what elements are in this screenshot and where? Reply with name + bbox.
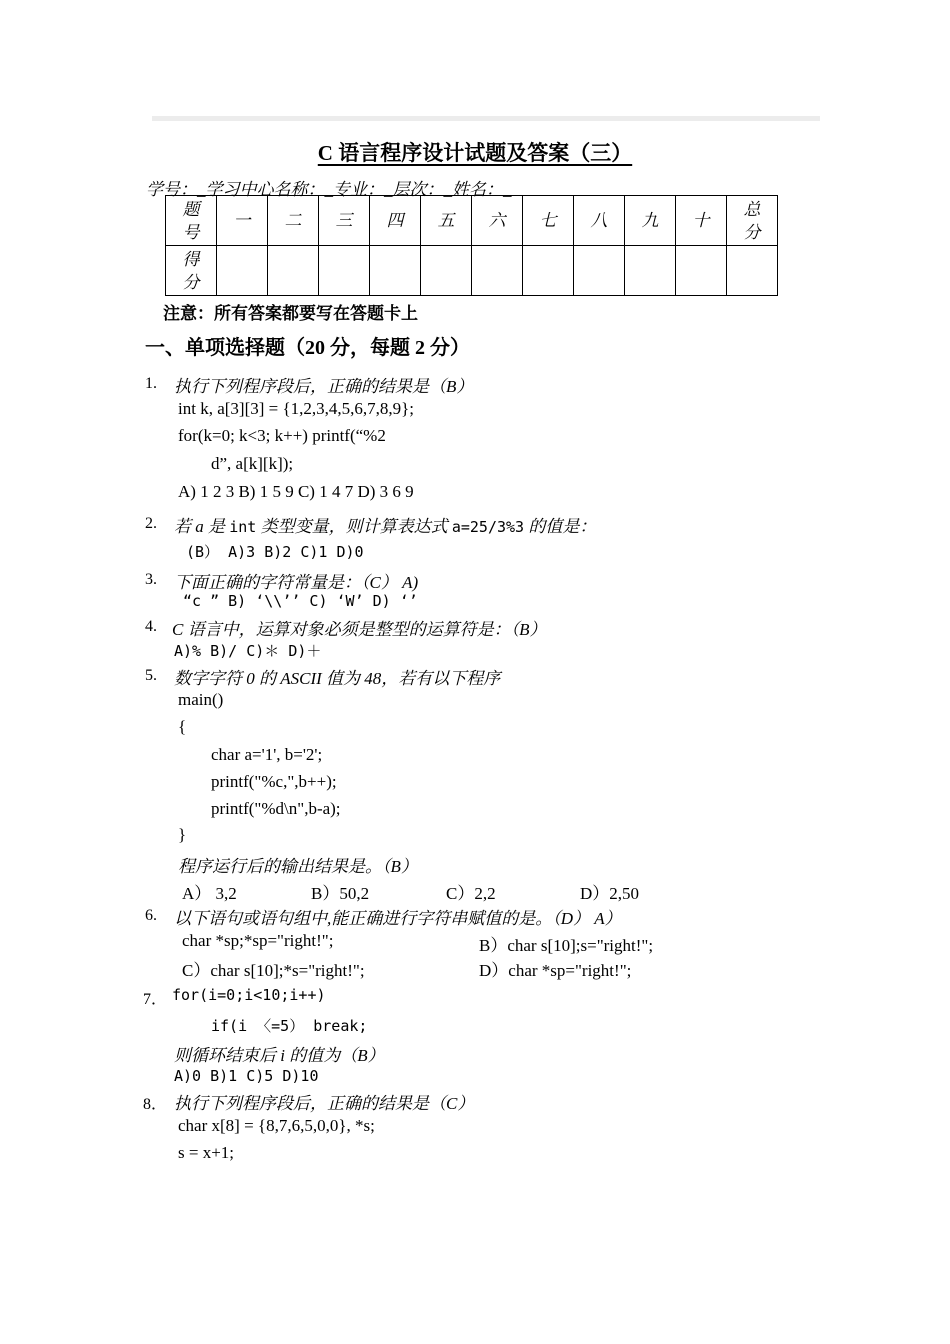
question-number: 6.: [145, 907, 157, 924]
score-table-header-row: [166, 196, 778, 246]
question-stem: C 语言中，运算对象必须是整型的运算符是：（B）: [172, 620, 547, 639]
question-number: 1.: [145, 375, 157, 392]
code-line: if(i 〈=5） break;: [211, 1017, 368, 1035]
code-line: printf("%c,",b++);: [211, 772, 337, 791]
page-title: C 语言程序设计试题及答案（三）: [317, 141, 633, 165]
question-number: 3.: [145, 571, 157, 588]
answer-options: (B） A)3 B)2 C)1 D)0: [186, 543, 364, 561]
code-line: printf("%d\n",b-a);: [211, 799, 341, 818]
score-header-cell: 七: [523, 196, 574, 246]
answer-options: A) 1 2 3 B) 1 5 9 C) 1 4 7 D) 3 6 9: [178, 482, 414, 501]
answer-option-d: D）2,50: [580, 884, 640, 903]
code-line: d”, a[k][k]);: [211, 454, 294, 473]
question-number: 5.: [145, 667, 157, 684]
question-stem: 执行下列程序段后，正确的结果是（B）: [174, 377, 474, 396]
section-heading-1: 一、单项选择题（20 分，每题 2 分）: [145, 337, 470, 359]
page-top-rule: [152, 116, 820, 121]
score-header-cell: 二: [268, 196, 319, 246]
student-info-line: 学号：_学习中心名称：_专业：_层次：_姓名：_: [146, 180, 512, 199]
score-header-cell: 三: [319, 196, 370, 246]
question-stem: 下面正确的字符常量是：（C） A): [174, 573, 419, 592]
score-cell[interactable]: [319, 246, 370, 296]
question-stem: 若 a 是 int 类型变量，则计算表达式 a=25/3%3 的值是：: [174, 517, 597, 536]
question-number: 2.: [145, 515, 157, 532]
answer-options: A)0 B)1 C)5 D)10: [174, 1067, 319, 1085]
code-line: s = x+1;: [178, 1143, 235, 1162]
answer-option-c: C）2,2: [446, 884, 496, 903]
score-cell-total[interactable]: [727, 246, 778, 296]
code-line: for(k=0; k<3; k++) printf(“%2: [178, 426, 386, 445]
score-cell[interactable]: [472, 246, 523, 296]
code-line: main(): [178, 690, 224, 709]
answer-option-d: D）char *sp="right!";: [479, 961, 632, 980]
score-header-cell: 九: [625, 196, 676, 246]
score-header-cell: 四: [370, 196, 421, 246]
score-header-label: 题 号: [166, 196, 217, 246]
score-cell[interactable]: [268, 246, 319, 296]
answer-option-a: A） 3,2: [182, 884, 237, 903]
answer-options: A)% B)/ C)＊ D)＋: [174, 642, 322, 660]
question-result-text: 程序运行后的输出结果是。（B）: [178, 857, 418, 876]
answer-option-a: char *sp;*sp="right!";: [182, 931, 334, 950]
answer-option-c: C）char s[10];*s="right!";: [182, 961, 365, 980]
code-line: int k, a[3][3] = {1,2,3,4,5,6,7,8,9};: [178, 399, 415, 418]
question-stem: 数字字符 0 的 ASCII 值为 48，若有以下程序: [174, 669, 501, 688]
question-number: 7．: [143, 991, 168, 1008]
score-cell[interactable]: [523, 246, 574, 296]
code-line: char a='1', b='2';: [211, 745, 323, 764]
answer-option-b: B）char s[10];s="right!";: [479, 936, 654, 955]
score-header-cell: 六: [472, 196, 523, 246]
score-cell[interactable]: [421, 246, 472, 296]
score-header-cell: 八: [574, 196, 625, 246]
score-table: [165, 195, 778, 296]
score-header-total: 总 分: [727, 196, 778, 246]
answer-options: “c ” B) ‘\\’’ C) ‘W’ D) ‘’: [183, 592, 418, 610]
score-table-score-row: [166, 246, 778, 296]
notice: 注意：所有答案都要写在答题卡上: [163, 304, 418, 323]
score-cell[interactable]: [217, 246, 268, 296]
code-line: }: [178, 825, 187, 844]
question-stem: 以下语句或语句组中,能正确进行字符串赋值的是。（D） A）: [174, 909, 622, 928]
score-cell[interactable]: [676, 246, 727, 296]
answer-option-b: B）50,2: [311, 884, 370, 903]
question-number: 8．: [143, 1096, 168, 1113]
code-line: {: [178, 717, 187, 736]
score-cell[interactable]: [574, 246, 625, 296]
score-row-label: 得 分: [166, 246, 217, 296]
score-header-cell: 十: [676, 196, 727, 246]
question-stem: 执行下列程序段后，正确的结果是（C）: [174, 1094, 475, 1113]
code-line: for(i=0;i<10;i++): [172, 986, 326, 1004]
question-stem: 则循环结束后 i 的值为（B）: [174, 1046, 385, 1065]
question-number: 4.: [145, 618, 157, 635]
score-header-cell: 一: [217, 196, 268, 246]
score-header-cell: 五: [421, 196, 472, 246]
score-cell[interactable]: [625, 246, 676, 296]
code-line: char x[8] = {8,7,6,5,0,0}, *s;: [178, 1116, 375, 1135]
score-cell[interactable]: [370, 246, 421, 296]
